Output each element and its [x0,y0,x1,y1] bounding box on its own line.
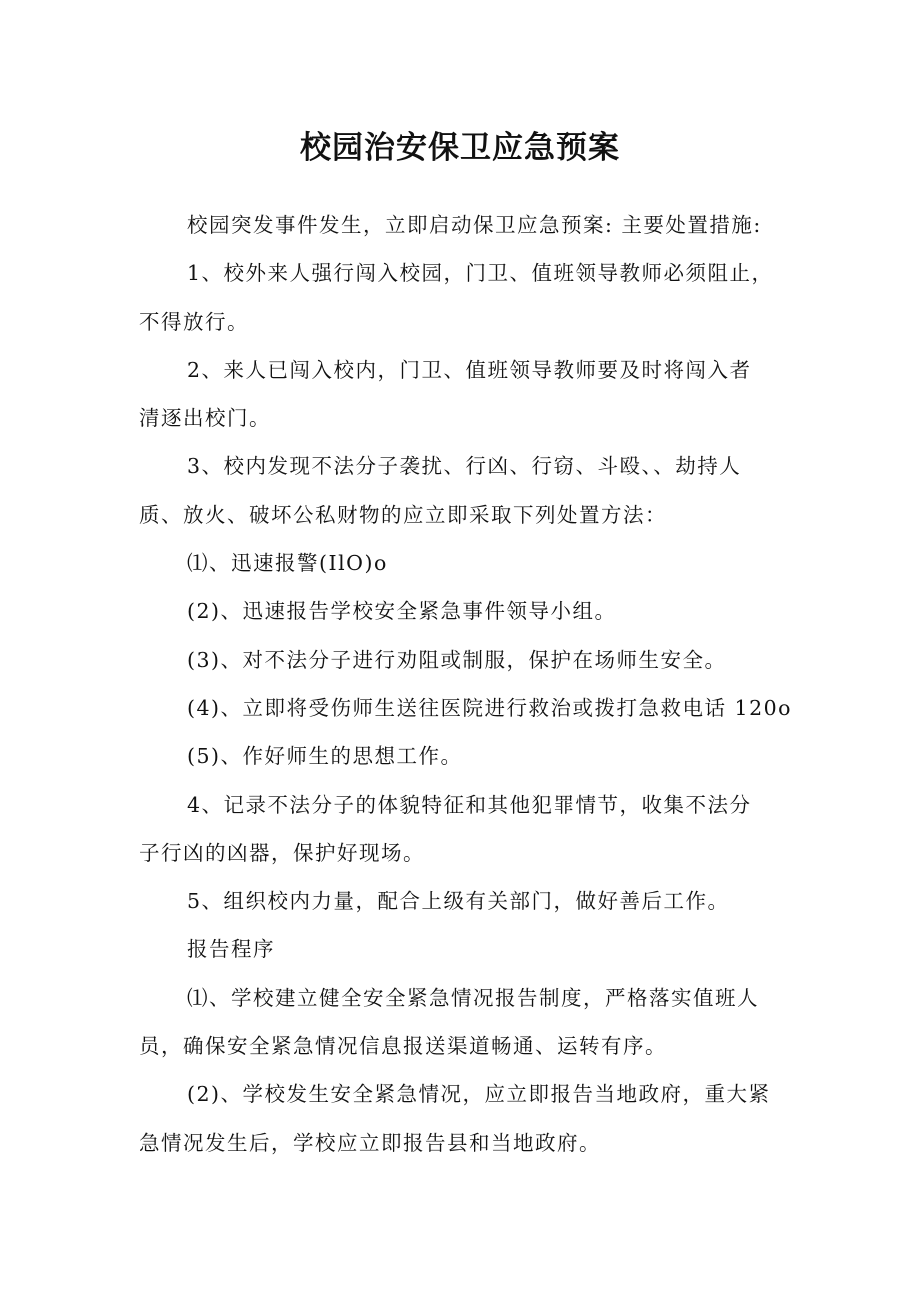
paragraph-line: 报告程序 [187,937,275,962]
paragraph-item-4 [139,781,801,878]
paragraph-line: 子行凶的凶器，保护好现场。 [139,840,425,865]
paragraph-item-3-4 [139,684,801,732]
paragraph-line: (2)、迅速报告学校安全紧急事件领导小组。 [187,599,617,624]
document-title: 校园治安保卫应急预案 [300,130,620,166]
paragraph-item-2 [139,346,801,443]
paragraph-line: 2、来人已闯入校内，门卫、值班领导教师要及时将闯入者 [187,357,752,382]
paragraph-intro [139,201,801,249]
section-heading-report-procedure [139,925,801,973]
paragraph-line: 急情况发生后，学校应立即报告县和当地政府。 [139,1130,601,1155]
paragraph-report-1 [139,974,801,1071]
document-body [139,201,801,1167]
paragraph-line: (2)、学校发生安全紧急情况，应立即报告当地政府，重大紧 [187,1082,771,1107]
paragraph-line: 清逐出校门。 [139,406,271,431]
paragraph-line: 校园突发事件发生，立即启动保卫应急预案: 主要处置措施: [187,213,762,237]
paragraph-line: 4、记录不法分子的体貌特征和其他犯罪情节，收集不法分 [187,792,752,817]
paragraph-line: 员，确保安全紧急情况信息报送渠道畅通、运转有序。 [139,1034,667,1059]
paragraph-line: ⑴、学校建立健全安全紧急情况报告制度，严格落实值班人 [187,985,759,1010]
paragraph-line: (5)、作好师生的思想工作。 [187,744,463,769]
paragraph-line: 1、校外来人强行闯入校园，门卫、值班领导教师必须阻止， [187,261,774,286]
paragraph-item-3-3 [139,636,801,684]
paragraph-line: (3)、对不法分子进行劝阻或制服，保护在场师生安全。 [187,647,727,672]
paragraph-line: ⑴、迅速报警(IlO)o [187,551,388,576]
paragraph-item-3 [139,442,801,539]
paragraph-item-5 [139,877,801,925]
paragraph-line: 3、校内发现不法分子袭扰、行凶、行窃、斗殴、、劫持人 [187,454,742,479]
paragraph-item-3-1 [139,539,801,587]
paragraph-line: (4)、立即将受伤师生送往医院进行救治或拨打急救电话 120o [187,695,793,720]
paragraph-line: 5、组织校内力量，配合上级有关部门，做好善后工作。 [187,889,730,914]
paragraph-line: 不得放行。 [139,309,249,334]
paragraph-line: 质、放火、破坏公私财物的应立即采取下列处置方法： [139,502,667,527]
paragraph-report-2 [139,1070,801,1167]
paragraph-item-3-2 [139,587,801,635]
paragraph-item-3-5 [139,732,801,780]
paragraph-item-1 [139,249,801,346]
